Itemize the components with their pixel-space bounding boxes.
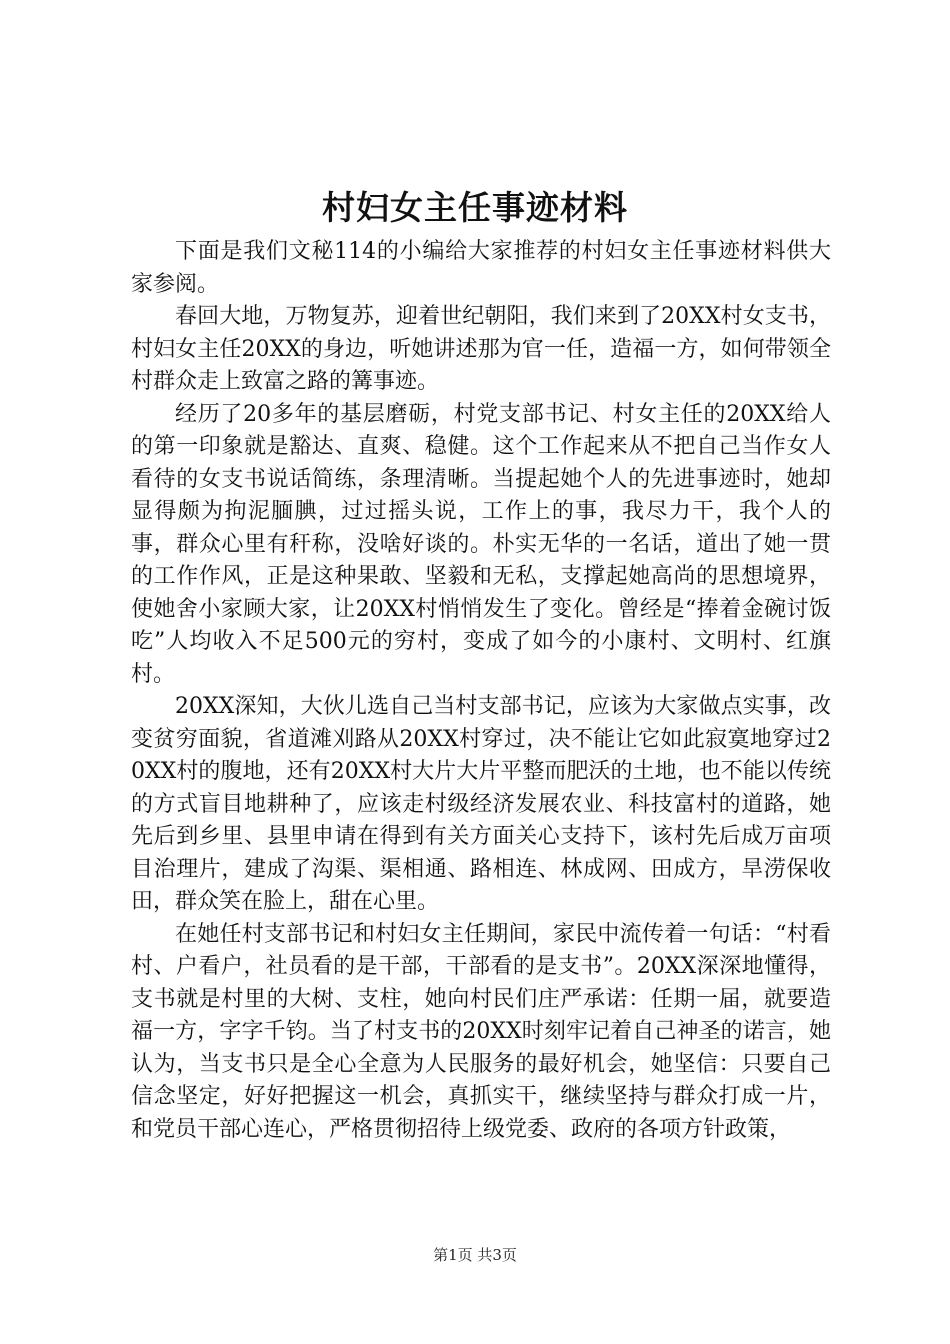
paragraph-4: 在她任村支部书记和村妇女主任期间，家民中流传着一句话：“村看村、户看户，社员看的是干部，干部看的是支书”。20XX深深地懂得，支书就是村里的大树、支柱，她向村民们庄严承诺：任期一届，就要造福一方，字字千钧。当了村支书的20XX时刻牢记着自己神圣的诺言，她认为，当支书只是全心全意为人民服务的最好机会，她坚信：只要自己信念坚定，好好把握这一机会，真抓实干，继续坚持与群众打成一片，和党员干部心连心，严格贯彻招待上级党委、政府的各项方针政策，	[131, 921, 831, 1142]
paragraph-3: 20XX深知，大伙儿选自己当村支部书记，应该为大家做点实事，改变贫穷面貌，省道滩刈路从20XX村穿过，决不能让它如此寂寞地穿过20XX村的腹地，还有20XX村大片大片平整而肥沃的土地，也不能以传统的方式盲目地耕种了，应该走村级经济发展农业、科技富村的道路，她先后到乡里、县里申请在得到有关方面关心支持下，该村先后成万亩项目治理片，建成了沟渠、渠相通、路相连、林成网、田成方，旱涝保收田，群众笑在脸上，甜在心里。	[131, 694, 831, 914]
document-title: 村妇女主任事迹材料	[322, 188, 628, 227]
document-body	[131, 236, 831, 1146]
paragraph-intro: 下面是我们文秘114的小编给大家推荐的村妇女主任事迹材料供大家参阅。	[131, 239, 831, 297]
page-number-footer: 第1页 共3页	[433, 1246, 517, 1264]
paragraph-2: 经历了20多年的基层磨砺，村党支部书记、村女主任的20XX给人的第一印象就是豁达、直爽、稳健。这个工作起来从不把自己当作女人看待的女支书说话简练，条理清晰。当提起她个人的先进事迹时，她却显得颇为拘泥腼腆，过过摇头说，工作上的事，我尽力干，我个人的事，群众心里有秆称，没啥好谈的。朴实无华的一名话，道出了她一贯的工作作风，正是这种果敢、坚毅和无私，支撑起她高尚的思想境界，使她舍小家顾大家，让20XX村悄悄发生了变化。曾经是“捧着金碗讨饭吃”人均收入不足500元的穷村，变成了如今的小康村、文明村、红旗村。	[131, 401, 831, 687]
paragraph-1: 春回大地，万物复苏，迎着世纪朝阳，我们来到了20XX村女支书，村妇女主任20XX的身边，听她讲述那为官一任，造福一方，如何带领全村群众走上致富之路的篝事迹。	[131, 304, 831, 394]
